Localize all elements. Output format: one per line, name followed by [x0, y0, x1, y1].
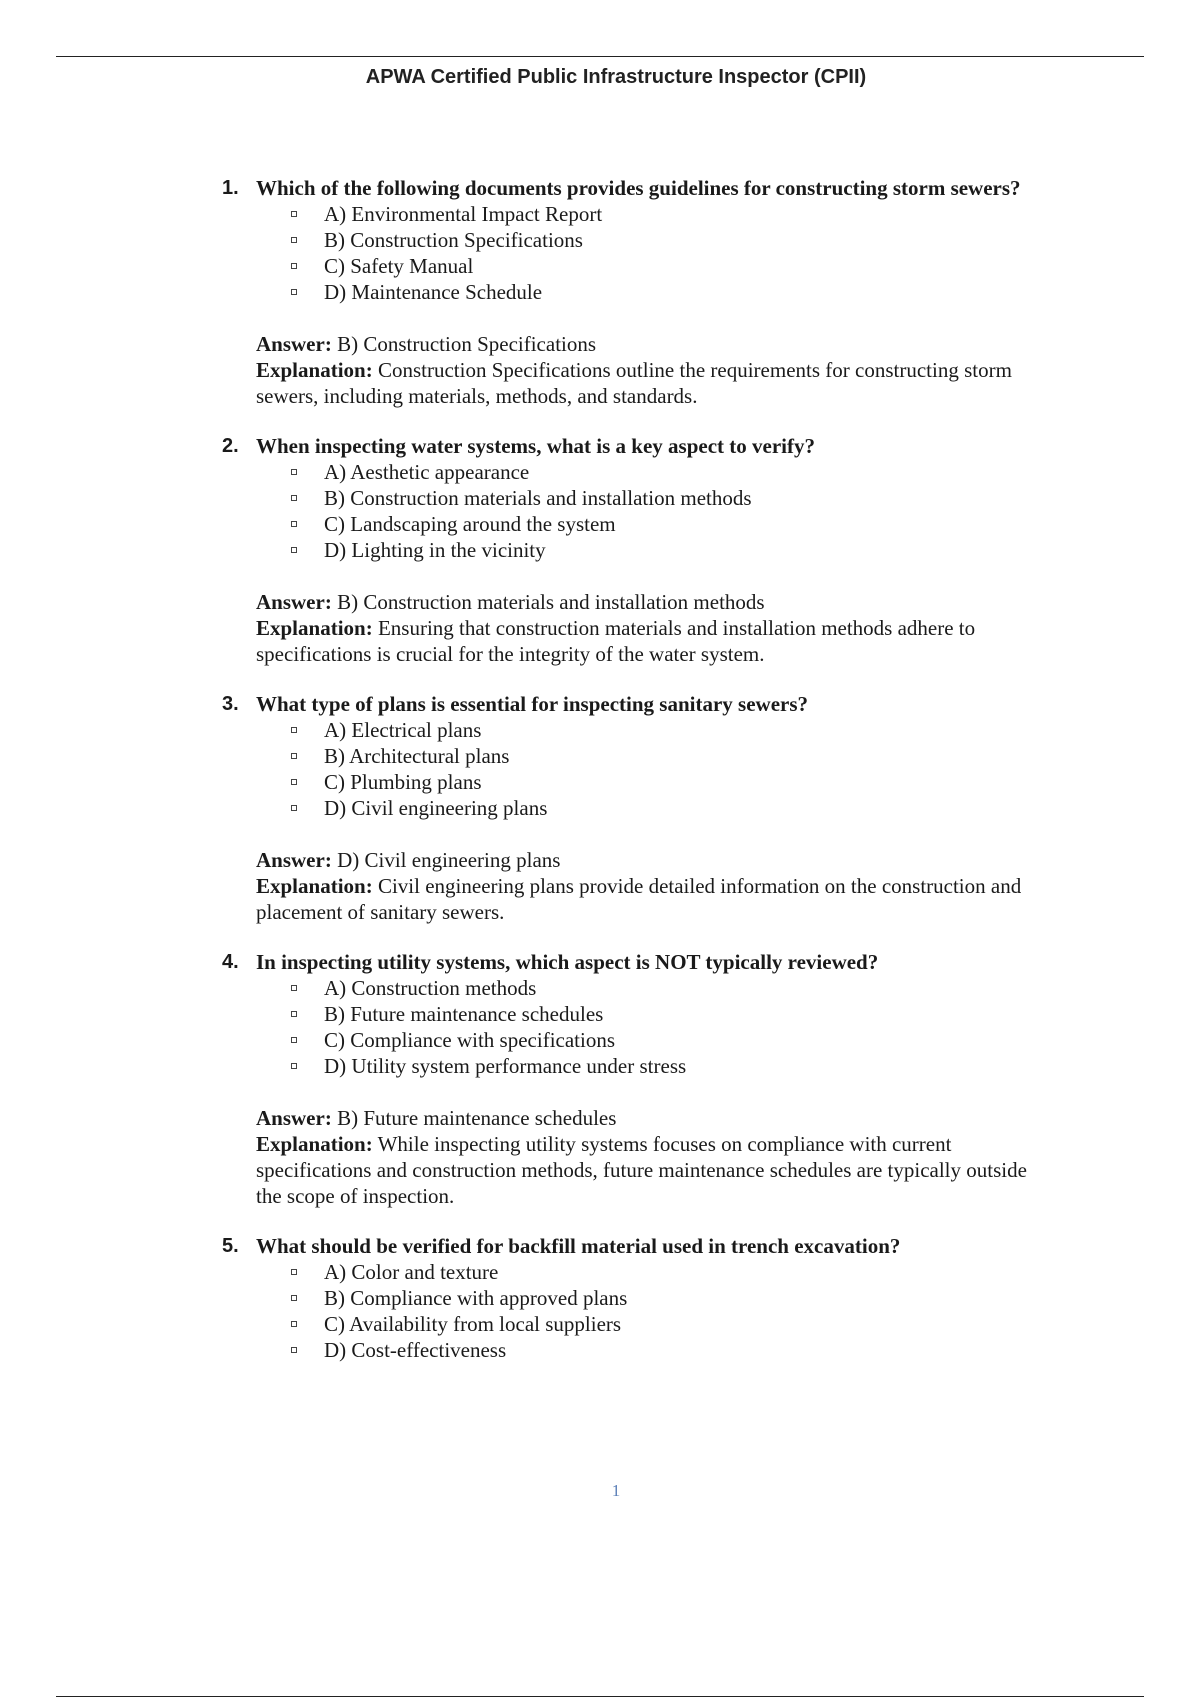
option-item	[0, 975, 1200, 1001]
option-list	[0, 717, 1200, 821]
answer-label: Answer:	[256, 332, 332, 356]
question-prompt: In inspecting utility systems, which aspect is NOT typically reviewed?	[256, 950, 879, 974]
option-item	[0, 1001, 1200, 1027]
answer-value: D) Civil engineering plans	[337, 848, 561, 872]
document-title: APWA Certified Public Infrastructure Inspector (CPII)	[365, 66, 867, 88]
square-bullet-icon	[291, 1347, 297, 1353]
answer-block	[0, 331, 1046, 409]
option-item	[0, 1285, 1200, 1311]
square-bullet-icon	[291, 985, 297, 991]
option-label: A) Aesthetic appearance	[324, 460, 530, 484]
footer-rule	[56, 1696, 1144, 1697]
square-bullet-icon	[291, 263, 297, 269]
answer-block	[0, 589, 1046, 667]
square-bullet-icon	[291, 1011, 297, 1017]
answer-line	[256, 1105, 1046, 1131]
explanation-line	[256, 873, 1046, 925]
square-bullet-icon	[291, 779, 297, 785]
option-label: C) Compliance with specifications	[324, 1028, 616, 1052]
option-item	[0, 227, 1200, 253]
question-text	[0, 691, 1026, 717]
option-item	[0, 795, 1200, 821]
option-label: D) Maintenance Schedule	[324, 280, 543, 304]
square-bullet-icon	[291, 495, 297, 501]
page-number: 1	[611, 1481, 621, 1500]
question-number: 2.	[222, 435, 239, 457]
answer-line	[256, 847, 1046, 873]
answer-label: Answer:	[256, 1106, 332, 1130]
question-number: 4.	[222, 951, 239, 973]
question-text	[0, 433, 1026, 459]
option-label: B) Construction materials and installation methods	[324, 486, 752, 510]
square-bullet-icon	[291, 521, 297, 527]
question-text	[0, 949, 1026, 975]
question-text	[0, 175, 1026, 201]
answer-label: Answer:	[256, 590, 332, 614]
option-item	[0, 485, 1200, 511]
explanation-text: Civil engineering plans provide detailed information on the construction and placement of sanitary sewers.	[256, 874, 1022, 924]
option-item	[0, 253, 1200, 279]
explanation-line	[256, 1131, 1046, 1209]
question-number: 5.	[222, 1235, 239, 1257]
explanation-label: Explanation:	[256, 616, 373, 640]
option-item	[0, 1027, 1200, 1053]
question-prompt: What should be verified for backfill material used in trench excavation?	[256, 1234, 901, 1258]
option-item	[0, 1337, 1200, 1363]
option-item	[0, 1053, 1200, 1079]
option-item	[0, 769, 1200, 795]
option-item	[0, 717, 1200, 743]
option-label: A) Environmental Impact Report	[324, 202, 603, 226]
option-item	[0, 279, 1200, 305]
option-label: C) Landscaping around the system	[324, 512, 616, 536]
question-prompt: What type of plans is essential for inspecting sanitary sewers?	[256, 692, 809, 716]
option-label: A) Color and texture	[324, 1260, 499, 1284]
option-label: D) Utility system performance under stress	[324, 1054, 687, 1078]
explanation-text: Construction Specifications outline the requirements for constructing storm sewers, including materials, methods, and standards.	[256, 358, 1012, 408]
question-2	[0, 433, 1200, 667]
question-prompt: Which of the following documents provides guidelines for constructing storm sewers?	[256, 176, 1021, 200]
question-number: 3.	[222, 693, 239, 715]
option-label: B) Construction Specifications	[324, 228, 583, 252]
option-item	[0, 537, 1200, 563]
question-3	[0, 691, 1200, 925]
explanation-text: Ensuring that construction materials and installation methods adhere to specifications is crucial for the integrity of the water system.	[256, 616, 976, 666]
question-number: 1.	[222, 177, 239, 199]
explanation-line	[256, 357, 1046, 409]
option-item	[0, 201, 1200, 227]
option-label: D) Civil engineering plans	[324, 796, 548, 820]
answer-label: Answer:	[256, 848, 332, 872]
option-list	[0, 459, 1200, 563]
explanation-label: Explanation:	[256, 358, 373, 382]
option-label: B) Compliance with approved plans	[324, 1286, 628, 1310]
option-label: B) Architectural plans	[324, 744, 510, 768]
square-bullet-icon	[291, 469, 297, 475]
question-5	[0, 1233, 1200, 1363]
option-label: C) Availability from local suppliers	[324, 1312, 622, 1336]
option-label: A) Electrical plans	[324, 718, 482, 742]
square-bullet-icon	[291, 547, 297, 553]
option-label: B) Future maintenance schedules	[324, 1002, 604, 1026]
answer-line	[256, 589, 1046, 615]
question-text	[0, 1233, 1026, 1259]
square-bullet-icon	[291, 289, 297, 295]
answer-line	[256, 331, 1046, 357]
answer-value: B) Construction Specifications	[337, 332, 597, 356]
option-label: D) Lighting in the vicinity	[324, 538, 546, 562]
option-item	[0, 1259, 1200, 1285]
square-bullet-icon	[291, 805, 297, 811]
question-4	[0, 949, 1200, 1209]
explanation-label: Explanation:	[256, 874, 373, 898]
explanation-line	[256, 615, 1046, 667]
question-prompt: When inspecting water systems, what is a key aspect to verify?	[256, 434, 815, 458]
option-label: C) Plumbing plans	[324, 770, 482, 794]
answer-block	[0, 1105, 1046, 1209]
question-list	[0, 175, 1200, 1387]
option-label: A) Construction methods	[324, 976, 537, 1000]
option-item	[0, 1311, 1200, 1337]
square-bullet-icon	[291, 211, 297, 217]
option-label: C) Safety Manual	[324, 254, 474, 278]
square-bullet-icon	[291, 1063, 297, 1069]
square-bullet-icon	[291, 1269, 297, 1275]
question-1	[0, 175, 1200, 409]
option-item	[0, 511, 1200, 537]
header-rule	[56, 56, 1144, 57]
square-bullet-icon	[291, 237, 297, 243]
option-item	[0, 459, 1200, 485]
option-list	[0, 1259, 1200, 1363]
answer-value: B) Future maintenance schedules	[337, 1106, 617, 1130]
answer-block	[0, 847, 1046, 925]
explanation-text: While inspecting utility systems focuses on compliance with current specifications and construction methods, future maintenance schedules are typically outside the scope of inspection.	[256, 1132, 1027, 1208]
square-bullet-icon	[291, 753, 297, 759]
square-bullet-icon	[291, 727, 297, 733]
option-list	[0, 201, 1200, 305]
option-list	[0, 975, 1200, 1079]
square-bullet-icon	[291, 1295, 297, 1301]
answer-value: B) Construction materials and installation methods	[337, 590, 765, 614]
option-label: D) Cost-effectiveness	[324, 1338, 507, 1362]
square-bullet-icon	[291, 1321, 297, 1327]
explanation-label: Explanation:	[256, 1132, 373, 1156]
square-bullet-icon	[291, 1037, 297, 1043]
option-item	[0, 743, 1200, 769]
